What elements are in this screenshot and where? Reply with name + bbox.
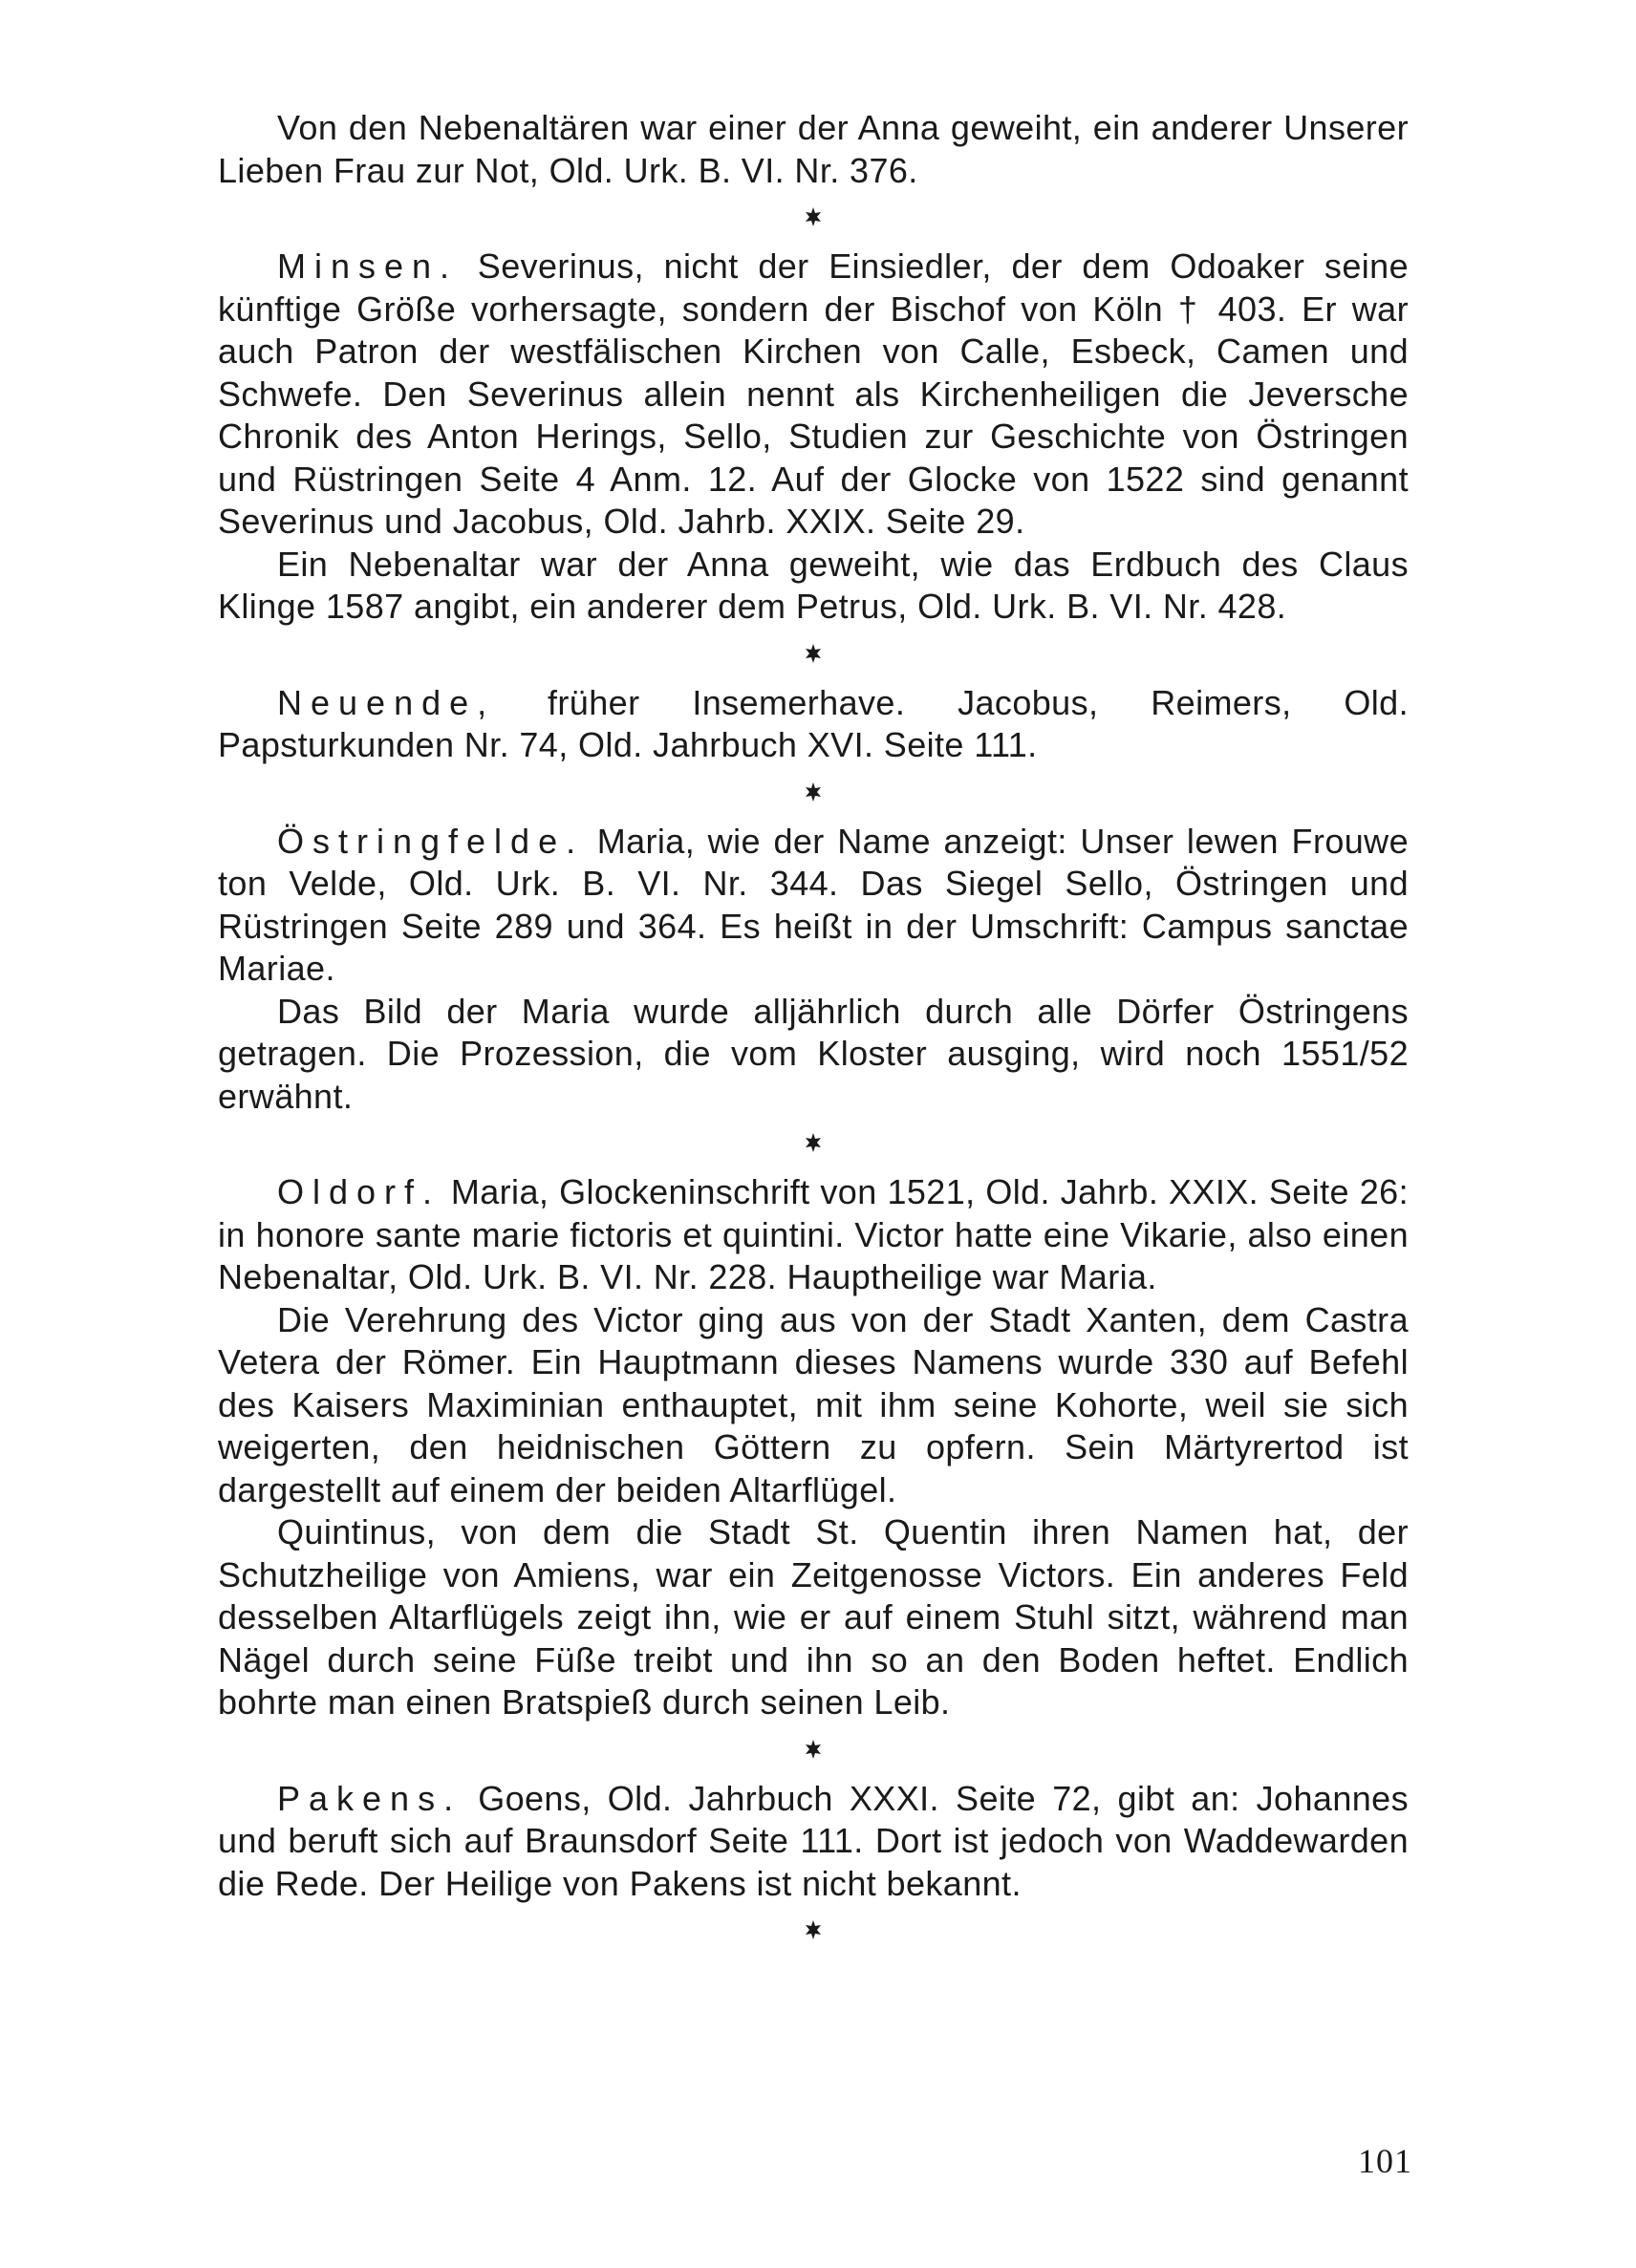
paragraph [218, 544, 1409, 629]
cross-separator [218, 1907, 1409, 1949]
cross-icon [803, 643, 824, 664]
paragraph-text: Die Verehrung des Victor ging aus von der Stadt Xanten, dem Castra Vetera der Römer. Ein Hauptmann dieses Namens wurde 330 auf Befehl des Kaisers Maximinian enthauptet, mit ihm seine Kohorte, weil sie sich weigerten, den heidnischen Göttern zu opfern. Sein Märtyrertod ist dargestellt auf einem der beiden Altarflügel. [218, 1299, 1409, 1509]
paragraph [218, 1299, 1409, 1512]
paragraph [218, 1171, 1409, 1299]
paragraph [218, 991, 1409, 1119]
section-heading-minsen: Minsen. [277, 246, 459, 286]
paragraph [218, 1511, 1409, 1724]
section-heading-oestringfelde: Östringfelde. [277, 821, 585, 861]
paragraph-text: Von den Nebenaltären war einer der Anna geweiht, ein anderer Unserer Lieben Frau zur Not, Old. Urk. B. VI. Nr. 376. [218, 108, 1409, 190]
cross-icon [803, 1739, 824, 1760]
section-heading-oldorf: Oldorf. [277, 1172, 441, 1211]
cross-separator [218, 194, 1409, 236]
cross-separator [218, 769, 1409, 811]
cross-separator [218, 1726, 1409, 1768]
cross-icon [803, 1919, 824, 1940]
paragraph-text: Severinus, nicht der Einsiedler, der dem Odoaker seine künftige Größe vorhersagte, sondern der Bischof von Köln † 403. Er war auch Patron der westfälischen Kirchen von Calle, Esbeck, Camen und Schwefe. Den Severinus allein nennt als Kirchenheiligen die Jeversche Chronik des Anton Herings, Sello, Studien zur Geschichte von Östringen und Rüstringen Seite 4 Anm. 12. Auf der Glocke von 1522 sind genannt Severinus und Jacobus, Old. Jahrb. XXIX. Seite 29. [218, 246, 1409, 541]
paragraph [218, 246, 1409, 544]
cross-separator [218, 1120, 1409, 1162]
paragraph-text: Maria, Glockeninschrift von 1521, Old. Jahrb. XXIX. Seite 26: in honore sante marie fictoris et quintini. Victor hatte eine Vikarie, also einen Nebenaltar, Old. Urk. B. VI. Nr. 228. Hauptheilige war Maria. [218, 1172, 1409, 1296]
paragraph-text: früher Insemerhave. Jacobus, Reimers, Old. Papsturkunden Nr. 74, Old. Jahrbuch XVI. Seite 111. [218, 682, 1409, 764]
cross-icon [803, 1132, 824, 1153]
paragraph-text: Das Bild der Maria wurde alljährlich durch alle Dörfer Östringens getragen. Die Prozession, die vom Kloster ausging, wird noch 1551/52 erwähnt. [218, 991, 1409, 1116]
page-body [218, 107, 1409, 1958]
cross-separator [218, 631, 1409, 673]
page-number: 101 [1358, 2142, 1412, 2180]
paragraph-text: Goens, Old. Jahrbuch XXXI. Seite 72, gibt an: Johannes und beruft sich auf Braunsdorf Seite 111. Dort ist jedoch von Waddewarden die Rede. Der Heilige von Pakens ist nicht bekannt. [218, 1778, 1409, 1903]
cross-icon [803, 781, 824, 802]
paragraph [218, 1778, 1409, 1906]
section-heading-neuende: Neuende, [277, 682, 496, 722]
paragraph [218, 107, 1409, 192]
paragraph-text: Quintinus, von dem die Stadt St. Quentin ihren Namen hat, der Schutzheilige von Amiens, war ein Zeitgenosse Victors. Ein anderes Feld desselben Altarflügels zeigt ihn, wie er auf einem Stuhl sitzt, während man Nägel durch seine Füße treibt und ihn so an den Boden heftet. Endlich bohrte man einen Bratspieß durch seinen Leib. [218, 1512, 1409, 1722]
paragraph [218, 682, 1409, 767]
paragraph-text: Ein Nebenaltar war der Anna geweiht, wie das Erdbuch des Claus Klinge 1587 angibt, ein anderer dem Petrus, Old. Urk. B. VI. Nr. 428. [218, 544, 1409, 626]
section-heading-pakens: Pakens. [277, 1778, 463, 1818]
cross-icon [803, 206, 824, 227]
paragraph-text: Maria, wie der Name anzeigt: Unser lewen Frouwe ton Velde, Old. Urk. B. VI. Nr. 344. Das Siegel Sello, Östringen und Rüstringen Seite 289 und 364. Es heißt in der Umschrift: Campus sanctae Mariae. [218, 821, 1409, 988]
paragraph [218, 821, 1409, 991]
